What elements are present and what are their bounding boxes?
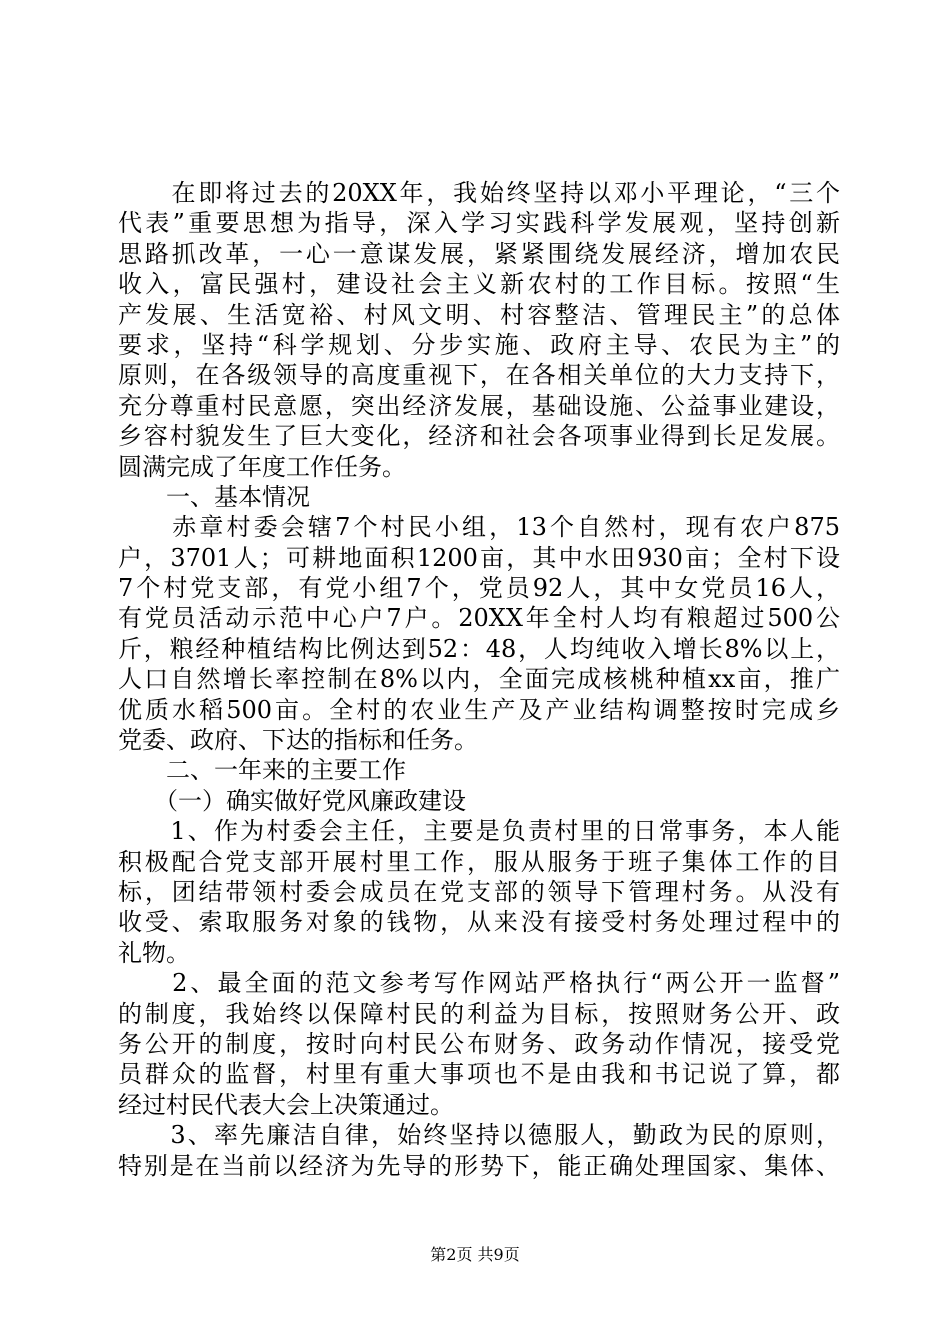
section-heading: 二、一年来的主要工作 [118,756,406,785]
text-line: 员群众的监督，村里有重大事项也不是由我和书记说了算，都 [118,1060,840,1089]
text-line: 1、作为村委会主任，主要是负责村里的日常事务，本人能 [118,817,840,846]
text-line: 收受、索取服务对象的钱物，从来没有接受村务处理过程中的 [118,908,840,937]
text-line: 务公开的制度，按时向村民公布财务、政务动作情况，接受党 [118,1029,840,1058]
text-line: 斤，粮经种植结构比例达到52：48，人均纯收入增长8%以上， [118,634,840,663]
text-line: 党委、政府、下达的指标和任务。 [118,726,478,755]
text-line: 产发展、生活宽裕、村风文明、村容整洁、管理民主”的总体 [118,300,840,329]
text-line: 乡容村貌发生了巨大变化，经济和社会各项事业得到长足发展。 [118,422,840,451]
text-line: 标，团结带领村委会成员在党支部的领导下管理村务。从没有 [118,877,840,906]
text-line: 2、最全面的范文参考写作网站严格执行“两公开一监督” [118,969,840,998]
text-line: 充分尊重村民意愿，突出经济发展，基础设施、公益事业建设， [118,391,840,420]
text-line: 有党员活动示范中心户7户。20XX年全村人均有粮超过500公 [118,604,840,633]
text-line: 代表”重要思想为指导，深入学习实践科学发展观，坚持创新 [118,209,840,238]
text-line: 优质水稻500亩。全村的农业生产及产业结构调整按时完成乡 [118,695,840,724]
text-line: 积极配合党支部开展村里工作，服从服务于班子集体工作的目 [118,847,840,876]
text-line: 3、率先廉洁自律，始终坚持以德服人，勤政为民的原则， [118,1121,840,1150]
section-heading: 一、基本情况 [118,482,310,511]
text-line: 经过村民代表大会上决策通过。 [118,1090,454,1119]
text-line: 的制度，我始终以保障村民的利益为目标，按照财务公开、政 [118,999,840,1028]
text-line: 赤章村委会辖7个村民小组，13个自然村，现有农户875 [118,513,840,542]
text-line: 圆满完成了年度工作任务。 [118,452,406,481]
subsection-heading: （一）确实做好党风廉政建设 [118,786,466,815]
text-line: 户，3701人；可耕地面积1200亩，其中水田930亩；全村下设 [118,543,840,572]
page-number-footer: 第2页 共9页 [430,1245,520,1264]
text-line: 思路抓改革，一心一意谋发展，紧紧围绕发展经济，增加农民 [118,239,840,268]
text-line: 收入，富民强村，建设社会主义新农村的工作目标。按照“生 [118,270,840,299]
text-line: 要求，坚持“科学规划、分步实施、政府主导、农民为主”的 [118,330,840,359]
text-line: 在即将过去的20XX年，我始终坚持以邓小平理论，“三个 [118,179,840,207]
text-line: 人口自然增长率控制在8%以内，全面完成核桃种植xx亩，推广 [118,665,840,694]
text-line: 原则，在各级领导的高度重视下，在各相关单位的大力支持下， [118,361,840,390]
document-body [118,178,840,1181]
text-line: 7个村党支部，有党小组7个，党员92人，其中女党员16人， [118,574,840,603]
text-line: 特别是在当前以经济为先导的形势下，能正确处理国家、集体、 [118,1151,840,1180]
text-line: 礼物。 [118,938,190,967]
